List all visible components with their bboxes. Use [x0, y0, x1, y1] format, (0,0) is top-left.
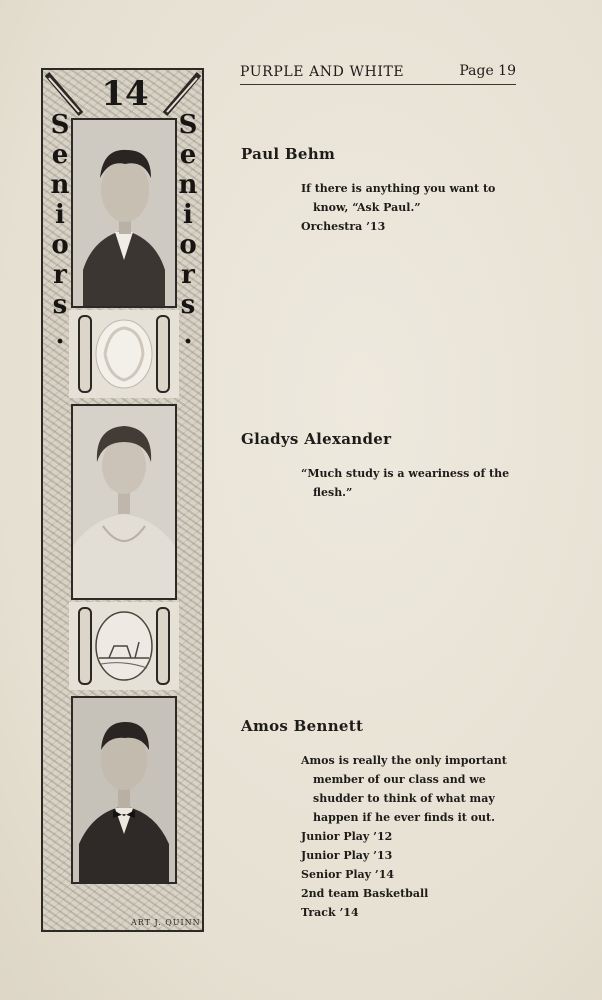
quote-line: shudder to think of what may	[313, 792, 495, 805]
page-number: Page 19	[459, 63, 516, 79]
senior-quote	[301, 751, 531, 827]
quote-line: happen if he ever finds it out.	[313, 811, 495, 824]
quote-line: “Much study is a weariness of the	[301, 467, 510, 480]
senior-quote	[301, 464, 531, 502]
activity-item: Orchestra ’13	[301, 220, 386, 233]
portrait-photo-1	[71, 118, 177, 308]
senior-entry	[241, 430, 531, 502]
portrait-photo-3	[71, 696, 177, 884]
border-letter: S	[178, 110, 198, 140]
border-letter: e	[179, 140, 197, 170]
border-letter: s	[180, 290, 196, 320]
border-letter: e	[51, 140, 69, 170]
senior-name: Gladys Alexander	[241, 430, 392, 448]
decorative-border	[41, 68, 204, 932]
senior-entry	[241, 717, 531, 922]
border-letter: n	[178, 170, 198, 200]
border-letter: .	[55, 320, 65, 350]
ornament-connector-icon	[69, 602, 179, 690]
border-letter: .	[183, 320, 193, 350]
class-year-number: 14	[101, 74, 149, 114]
quote-line: member of our class and we	[313, 773, 486, 786]
ornament-connector-icon	[69, 310, 179, 398]
portrait-photo-2	[71, 404, 177, 600]
border-letter: r	[181, 260, 195, 290]
border-letter: r	[53, 260, 67, 290]
border-letter: o	[179, 230, 197, 260]
page-header	[240, 62, 516, 85]
border-letter: s	[52, 290, 68, 320]
activity-item: Junior Play ’12	[301, 830, 393, 843]
senior-name: Amos Bennett	[241, 717, 364, 735]
activity-item: Senior Play ’14	[301, 868, 395, 881]
activity-item: Junior Play ’13	[301, 849, 393, 862]
senior-entry	[241, 145, 531, 236]
border-letter: i	[183, 200, 193, 230]
activity-item: Track ’14	[301, 906, 359, 919]
border-letter: S	[50, 110, 70, 140]
artist-signature: ART J. QUINN	[131, 918, 201, 927]
activities-list	[301, 827, 531, 922]
border-letter: n	[50, 170, 70, 200]
quote-line: Amos is really the only important	[301, 754, 507, 767]
activity-item: 2nd team Basketball	[301, 887, 429, 900]
quote-line: know, “Ask Paul.”	[313, 201, 421, 214]
senior-quote	[301, 179, 531, 217]
senior-name: Paul Behm	[241, 145, 336, 163]
quote-line: If there is anything you want to	[301, 182, 496, 195]
quote-line: flesh.”	[313, 486, 353, 499]
border-letter: o	[51, 230, 69, 260]
border-letter: i	[55, 200, 65, 230]
activities-list	[301, 217, 531, 236]
publication-title: PURPLE AND WHITE	[240, 64, 405, 80]
